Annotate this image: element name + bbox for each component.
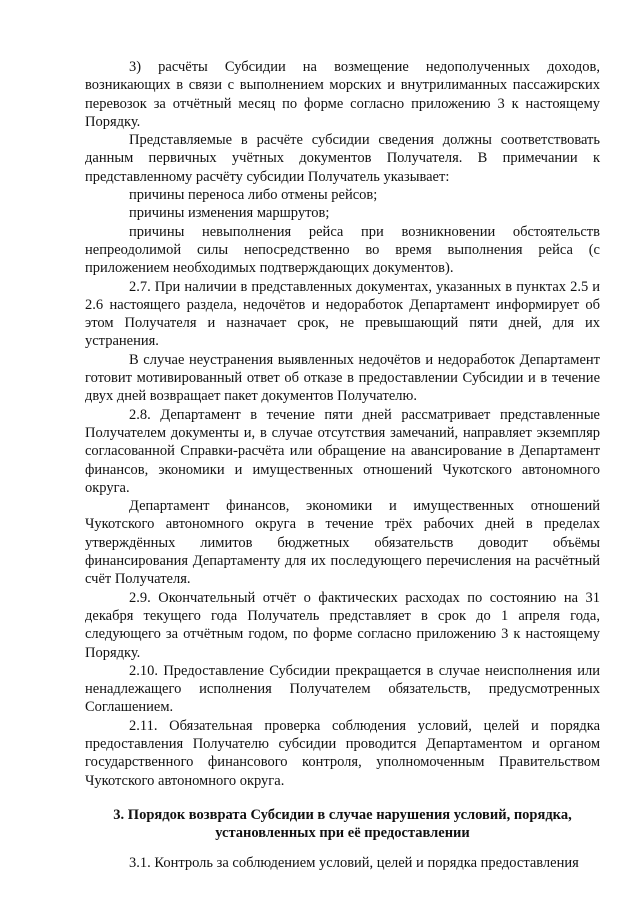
paragraph-refusal: В случае неустранения выявленных недочётов и недоработок Департамент готовит мотивированный ответ об отказе в предоставлении Субсидии и в течение двух дней возвращает пакет документов Получателю. <box>85 351 600 405</box>
section-title-line-2: установленных при её предоставлении <box>215 825 470 842</box>
paragraph-2-7: 2.7. При наличии в представленных документах, указанных в пунктах 2.5 и 2.6 настоящего раздела, недочётов и недоработок Департамент информирует об этом Получателя и назначает срок, не превышающий пяти дней, для их устранения. <box>85 278 600 350</box>
document-page <box>85 58 600 873</box>
list-item-reason-cancel: причины переноса либо отмены рейсов; <box>129 187 378 204</box>
paragraph-item-3: 3) расчёты Субсидии на возмещение недополученных доходов, возникающих в связи с выполнением морских и внутрилиманных пассажирских перевозок за отчётный месяц по форме согласно приложению 3 к настоящему Порядку. <box>85 59 600 130</box>
section-title <box>85 806 600 843</box>
paragraph-2-11: 2.11. Обязательная проверка соблюдения условий, целей и порядка предоставления Получателю субсидии проводится Департаментом и органом государственного финансового контроля, уполномоченным Правительством Чукотского автономного округа. <box>85 717 600 789</box>
paragraph-subsidy-info: Представляемые в расчёте субсидии сведения должны соответствовать данным первичных учётных документов Получателя. В примечании к представленному расчёту субсидии Получатель указывает: <box>85 132 600 185</box>
list-item-reason-route: причины изменения маршрутов; <box>129 205 330 222</box>
paragraph-2-10: 2.10. Предоставление Субсидии прекращается в случае неисполнения или ненадлежащего исполнения Получателем обязательств, предусмотренных Соглашением. <box>85 662 600 716</box>
paragraph-2-9: 2.9. Окончательный отчёт о фактических расходах по состоянию на 31 декабря текущего года Получатель представляет в срок до 1 апреля года, следующего за отчётным годом, по форме согласно приложению 3 к настоящему Порядку. <box>85 589 600 661</box>
paragraph-3-1: 3.1. Контроль за соблюдением условий, целей и порядка предоставления <box>129 855 579 872</box>
paragraph-reason-force-majeure: причины невыполнения рейса при возникновении обстоятельств непреодолимой силы непосредственно во время выполнения рейса (с приложением необходимых подтверждающих документов). <box>85 223 600 277</box>
paragraph-2-8: 2.8. Департамент в течение пяти дней рассматривает представленные Получателем документы и, в случае отсутствия замечаний, направляет экземпляр согласованной Справки-расчёта или обращение на авансирование в Департамент финансов, экономики и имущественных отношений Чукотского автономного округа. <box>85 406 600 496</box>
section-title-line-1: 3. Порядок возврата Субсидии в случае нарушения условий, порядка, <box>113 806 572 823</box>
paragraph-finance-department: Департамент финансов, экономики и имущественных отношений Чукотского автономного округа в течение трёх рабочих дней в пределах утверждённых лимитов бюджетных обязательств доводит объёмы финансирования Департаменту для их последующего перечисления на расчётный счёт Получателя. <box>85 498 600 588</box>
